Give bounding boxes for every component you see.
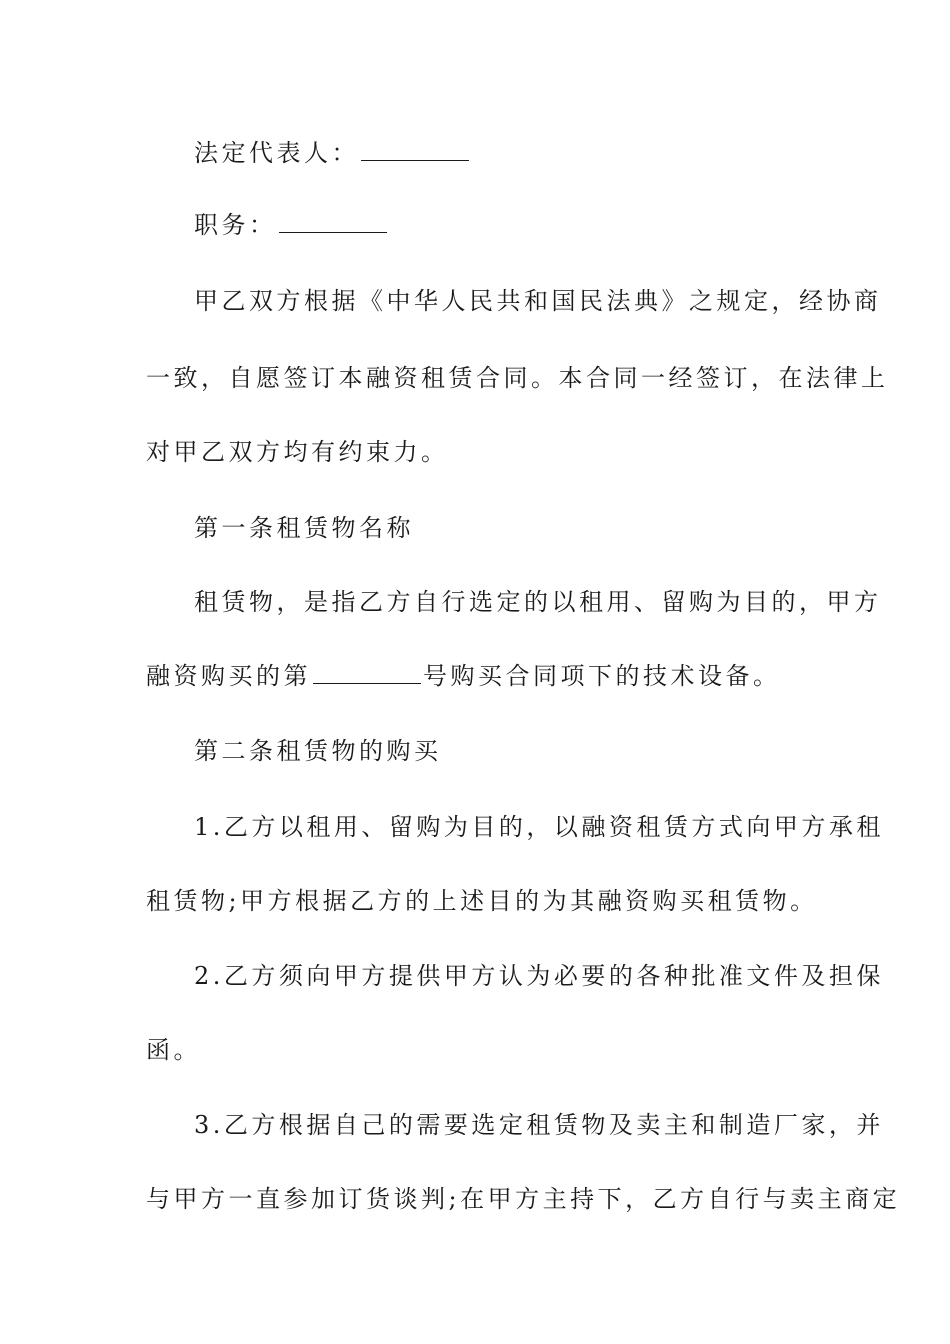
paragraph-line: 租赁物，是指乙方自行选定的以租用、留购为目的，甲方 bbox=[194, 588, 882, 616]
article-heading: 第二条租赁物的购买 bbox=[194, 737, 442, 765]
paragraph-line: 租赁物;甲方根据乙方的上述目的为其融资购买租赁物。 bbox=[146, 887, 818, 915]
legal-representative-blank bbox=[361, 142, 469, 161]
paragraph-line: 一致，自愿签订本融资租赁合同。本合同一经签订，在法律上 bbox=[146, 364, 889, 392]
paragraph-line: 3.乙方根据自己的需要选定租赁物及卖主和制造厂家，并 bbox=[194, 1111, 884, 1139]
paragraph-line: 与甲方一直参加订货谈判;在甲方主持下，乙方自行与卖主商定 bbox=[146, 1185, 901, 1213]
paragraph-line: 1.乙方以租用、留购为目的，以融资租赁方式向甲方承租 bbox=[194, 813, 884, 841]
contract-number-blank bbox=[313, 665, 421, 684]
paragraph-line bbox=[146, 661, 781, 691]
paragraph-line: 函。 bbox=[146, 1036, 201, 1064]
legal-representative-line bbox=[194, 138, 471, 168]
paragraph-line: 甲乙双方根据《中华人民共和国民法典》之规定，经协商 bbox=[194, 287, 882, 315]
paragraph-line: 对甲乙双方均有约束力。 bbox=[146, 438, 449, 466]
line-text-after-blank: 号购买合同项下的技术设备。 bbox=[423, 662, 781, 690]
position-blank bbox=[279, 214, 387, 233]
legal-representative-label: 法定代表人： bbox=[194, 139, 359, 167]
paragraph-line: 2.乙方须向甲方提供甲方认为必要的各种批准文件及担保 bbox=[194, 962, 884, 990]
position-line bbox=[194, 210, 389, 240]
position-label: 职务： bbox=[194, 211, 277, 239]
article-heading: 第一条租赁物名称 bbox=[194, 514, 414, 542]
line-text-before-blank: 融资购买的第 bbox=[146, 662, 311, 690]
